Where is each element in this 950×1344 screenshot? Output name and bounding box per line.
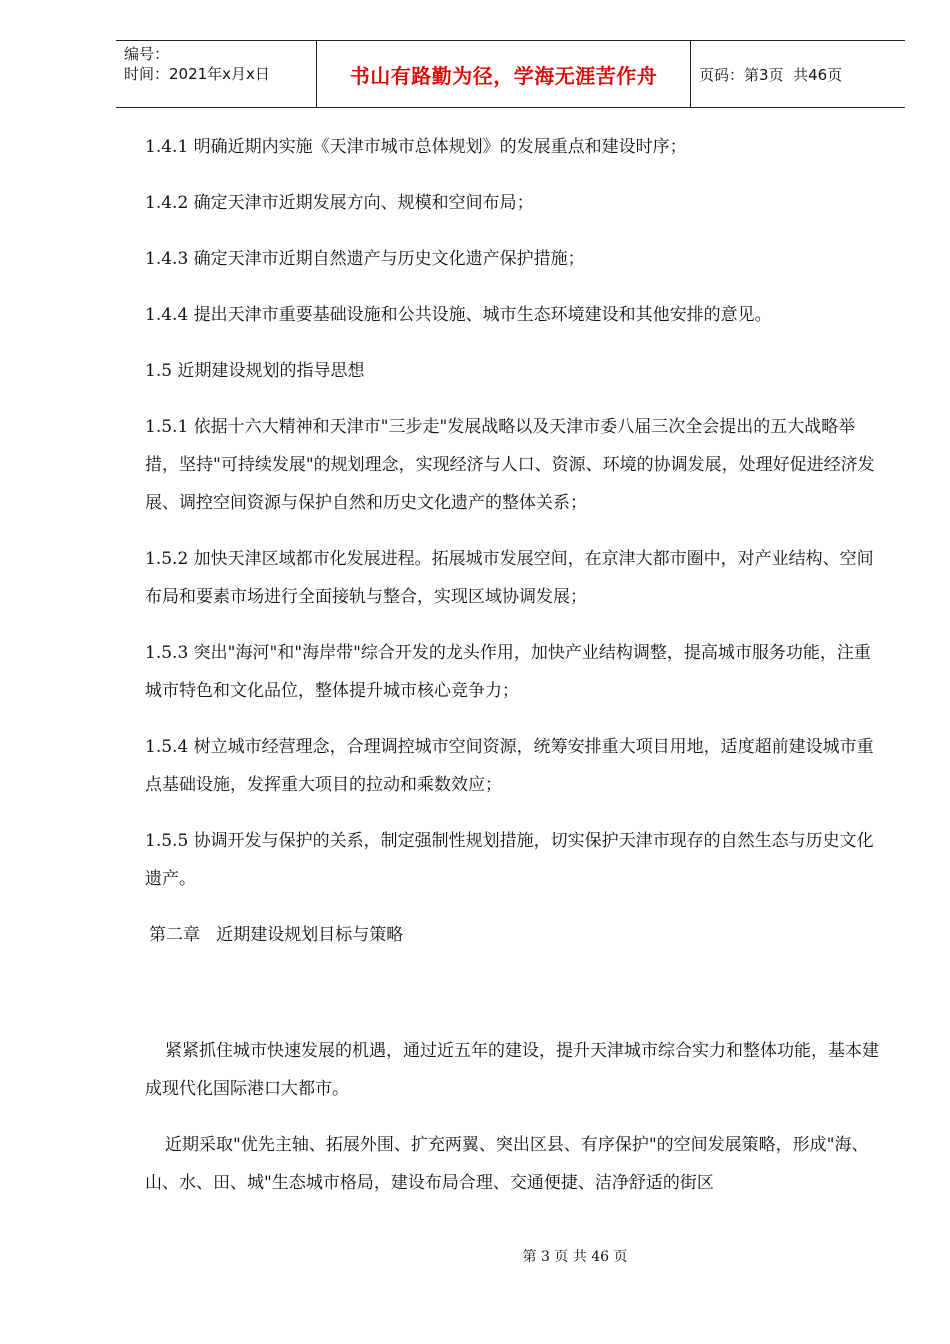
header-page-info bbox=[691, 41, 905, 107]
paragraph-1-5-1: 1.5.1 依据十六大精神和天津市"三步走"发展战略以及天津市委八届三次全会提出的五大战略举措，坚持"可持续发展"的规划理念，实现经济与人口、资源、环境的协调发展，处理好促进经济发展、调控空间资源与保护自然和历史文化遗产的整体关系； bbox=[145, 417, 875, 513]
page-footer: 第 3 页 共 46 页 bbox=[522, 1249, 628, 1265]
paragraph-1-5-3: 1.5.3 突出"海河"和"海岸带"综合开发的龙头作用，加快产业结构调整，提高城市服务功能，注重城市特色和文化品位，整体提升城市核心竞争力； bbox=[145, 643, 871, 701]
header-meta bbox=[116, 41, 316, 107]
paragraph-1-5-2: 1.5.2 加快天津区域都市化发展进程。拓展城市发展空间，在京津大都市圈中，对产业结构、空间布局和要素市场进行全面接轨与整合，实现区域协调发展； bbox=[145, 549, 874, 607]
page-info-text: 页码：第3页 共46页 bbox=[699, 65, 843, 84]
document-time-label: 时间：2021年x月x日 bbox=[124, 65, 270, 83]
paragraph-1-4-1: 1.4.1 明确近期内实施《天津市城市总体规划》的发展重点和建设时序； bbox=[145, 137, 687, 157]
document-number-label: 编号： bbox=[124, 45, 170, 63]
section-heading-1-5: 1.5 近期建设规划的指导思想 bbox=[145, 361, 365, 381]
header-motto: 书山有路勤为径，学海无涯苦作舟 bbox=[316, 41, 691, 107]
document-body bbox=[145, 128, 885, 1220]
paragraph-1-5-5: 1.5.5 协调开发与保护的关系，制定强制性规划措施，切实保护天津市现存的自然生态与历史文化遗产。 bbox=[145, 831, 874, 889]
chapter-title: 第二章 近期建设规划目标与策略 bbox=[149, 925, 404, 945]
paragraph-1-4-3: 1.4.3 确定天津市近期自然遗产与历史文化遗产保护措施； bbox=[145, 249, 585, 269]
intro-paragraph-strategy: 近期采取"优先主轴、拓展外围、扩充两翼、突出区县、有序保护"的空间发展策略，形成"海、山、水、田、城"生态城市格局，建设布局合理、交通便捷、洁净舒适的街区 bbox=[145, 1135, 869, 1193]
intro-paragraph-goal: 紧紧抓住城市快速发展的机遇，通过近五年的建设，提升天津城市综合实力和整体功能，基本建成现代化国际港口大都市。 bbox=[145, 1041, 879, 1099]
page-header bbox=[116, 40, 905, 108]
paragraph-1-4-2: 1.4.2 确定天津市近期发展方向、规模和空间布局； bbox=[145, 193, 534, 213]
paragraph-1-4-4: 1.4.4 提出天津市重要基础设施和公共设施、城市生态环境建设和其他安排的意见。 bbox=[145, 305, 772, 325]
paragraph-1-5-4: 1.5.4 树立城市经营理念，合理调控城市空间资源，统筹安排重大项目用地，适度超前建设城市重点基础设施，发挥重大项目的拉动和乘数效应； bbox=[145, 737, 874, 795]
section-spacer bbox=[145, 954, 885, 1032]
